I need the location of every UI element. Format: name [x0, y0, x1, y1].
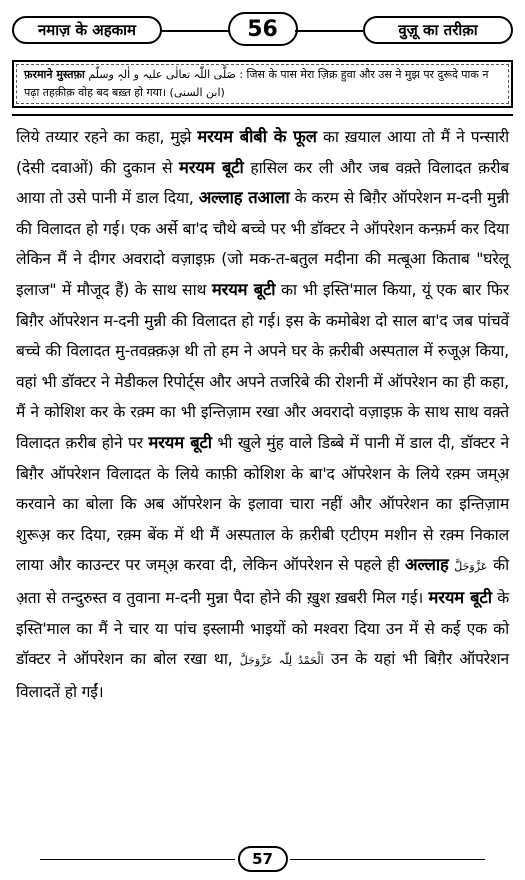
hadith-box	[12, 60, 513, 108]
page-number-top: 56	[228, 12, 298, 46]
text-run: के करम से बिग़ैर ऑपरेशन म-दनी मुन्नी की विलादत हो गई। एक अर्से बा'द चौथे बच्चे पर भी डॉक्टर ने ऑपरेशन कन्फ़र्म कर दिया लेकिन मैं ने दीगर अवरादो वज़ाइफ़ (जो मक-त-बतुल मदीना की मत्बूआ किताब "घरेलू इलाज" में मौजूद हैं) के साथ साथ	[16, 189, 509, 299]
highlight-phrase: मरयम बूटी	[148, 432, 212, 452]
page-header	[8, 10, 517, 52]
chapter-title: वुज़ू का तरीक़ा	[363, 16, 513, 44]
hadith-label: फ़रमाने मुस्तफ़ा	[24, 68, 85, 81]
text-run: का भी इस्ति'माल किया, यूं एक बार फिर बिग़ैर ऑपरेशन म-दनी मुन्नी की विलादत हो गई। इस के कमोबेश दो साल बा'द जब पांचवें बच्चे की विलादत मु-तवक़्क़अ़ थी तो हम ने अपने घर के क़रीबी अस्पताल में रुजूअ़ किया, वहां भी डॉक्टर ने मेडीकल रिपोर्ट्स और अपने तजरिबे की रोशनी में ऑपरेशन का ही कहा, मैं ने कोशिश कर के रक़्म का भी इन्तिज़ाम रखा और अवरादो वज़ाइफ़ के साथ साथ वक़्ते विलादत क़रीब होने पर	[16, 280, 509, 452]
text-run: के इस्ति'माल का मैं ने चार या पांच इस्लामी भाइयों को मश्वरा दिया उन में से कई एक को डॉक्टर ने ऑपरेशन का बोल रखा था,	[16, 588, 510, 669]
book-title: नमाज़ के अहकाम	[12, 16, 162, 44]
footer-divider-left	[40, 859, 235, 860]
header-divider-left	[162, 30, 230, 32]
highlight-phrase: मरयम बूटी	[211, 279, 276, 299]
text-run: हासिल कर ली और जब वक़्ते विलादत क़रीब आया तो उसे पानी में डाल दिया,	[16, 158, 510, 208]
arabic-honorific: عَزَّوَجَلَّ	[454, 560, 488, 574]
footer-divider-right	[290, 859, 485, 860]
highlight-phrase: मरयम बीबी के फूल	[197, 127, 317, 146]
text-run: भी खुले मुंह वाले डिब्बे में पानी में डाल दी, डॉक्टर ने बिग़ैर ऑपरेशन विलादत के लिये काफ़ी कोशिश के बा'द ऑपरेशन के लिये रक़्म जम्अ़ करवाने का बोला कि अब ऑपरेशन के इलावा चारा नहीं और ऑपरेशन का इन्तिज़ाम शुरूअ़ कर दिया, रक़्म बेंक में थी मैं अस्पताल के क़रीबी एटीएम मशीन से रक़्म निकाल लाया और काउन्टर पर जम्अ़ करवा दी, लेकिन ऑपरेशन से पहले ही	[16, 433, 510, 575]
page-number-bottom: 57	[238, 846, 288, 872]
header-divider-right	[295, 30, 363, 32]
arabic-praise: اَلْحَمْدُ لِلّٰہ عَزَّوَجَلَّ	[239, 654, 324, 668]
text-run: की अ़ता से तन्दुरुस्त व तुवाना म-दनी मुन्ना पैदा होने की ख़ुश ख़बरी मिल गई।	[16, 556, 510, 607]
honorific-arabic: صَلَّی اللّٰہ تعالٰی علیہ و اٰلہٖ وسلّم	[88, 68, 236, 81]
hadith-text: : जिस के पास मेरा ज़िक्र हुवा और उस ने मुझ पर दुरूदे पाक न पढ़ा तहक़ीक़ वोह बद बख़्त हो गया। (ابن السنی)	[24, 68, 489, 99]
highlight-phrase: अल्लाह तआला	[198, 188, 290, 208]
highlight-phrase: मरयम बूटी	[428, 587, 492, 607]
main-text-area	[12, 114, 513, 842]
text-run: लिये तय्यार रहने का कहा, मुझे	[16, 128, 192, 146]
highlight-phrase: अल्लाह	[404, 555, 449, 575]
text-run: का ख़याल आया तो मैं ने पन्सारी (देसी दवाओं) की दुकान से	[16, 128, 509, 177]
body-paragraph	[12, 116, 513, 707]
highlight-phrase: मरयम बूटी	[179, 157, 244, 177]
text-run: उन के यहां भी बिग़ैर ऑपरेशन विलादतें हो गईं।	[16, 650, 509, 701]
